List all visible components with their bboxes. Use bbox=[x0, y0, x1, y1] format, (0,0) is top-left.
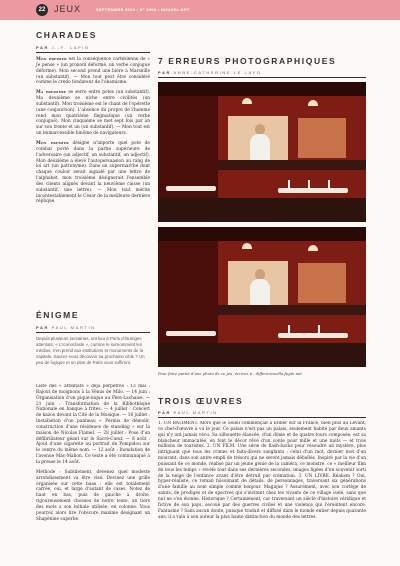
page-header bbox=[0, 0, 400, 20]
byline-prefix: PAR bbox=[158, 410, 171, 415]
charade-1-lead: Mon premier bbox=[36, 57, 67, 62]
byline-author: ANNE-CATHERINE LE LAYO bbox=[173, 70, 262, 75]
byline-prefix: PAR bbox=[158, 70, 171, 75]
byline-author: PAUL MARTIN bbox=[173, 410, 218, 415]
photos-title: 7 ERREURS PHOTOGRAPHIQUES bbox=[158, 56, 337, 66]
page-number: 22 bbox=[36, 4, 48, 16]
oeuvres-body: 1. UN BÂTIMENT. Alors que le Soleil commençait à briller sur la France, bien plus au Levant, ce chef-d'œuvre a vu le jour. Ce palais n'est pas un palais, seulement habité par deux amants qui n'y ont jamais vécu. Sa silhouette élancée, d'un dôme et de quatre tours composée, est sa blancheur immaculée, en font le décor rêvé d'un conte pour mille et une nuits — et trois millions de touristes. 2. UN FILM. Une série de flash-backs pour résoudre un mystère, plus intriguant que tous les crimes et faits-divers sanglants : celui d'un mot, dernier mot d'un mourant, dans son antre emplí de trésors qui ne seront jamais déballés. Inspiré par la vie d'un puissant de ce monde, réalisé par un jeune génie de la caméra, ce monstre, ce « meilleur film de tous les temps » révèle tout dans ses dernières secondes, images figées d'un souvenir sorti de la neige de l'enfance avant d'être détruit par crémation. 3. UN LIVRE. Réalism ? Oui, hyper-réaliste, ce roman foisonnant de détails, de personnages, traversant six générations d'une famille au nom simple comme bonjour. Magique ? Assurément, avec son cortège de saints, de prodiges et de spectres qui s'invitent chez les vivants de ce village isolé, sans que nul ne s'en étonne. Historique ? Certainement, car traversant un siècle d'histoire véridique et fictive de son pays, secoué par des guerres civiles et une violence qui l'éreintent encore. Fantasme ? Sans aucun doute, puisque traduit et diffusé dans le monde entier depuis quarante ans, il a valu à son auteur la plus haute distinction du monde des lettres. bbox=[158, 421, 366, 520]
oeuvres-byline bbox=[158, 410, 218, 415]
charades-byline bbox=[36, 45, 90, 50]
issue-date: SEPTEMBRE 2013 • N° 2800 • NOUVEL ART bbox=[96, 7, 190, 12]
photo-original bbox=[158, 82, 366, 222]
enigme-method: Méthode : Subtilement, devenez quel modeste arrondissement va être visé. Devinez une grille organisée sur cette base : elle est totalement carrée, oui, et large d'autant de cases. Notez de haut en bas, puis de gauche à droite, rigoureusement choisies de notre texte, un tiers des mots a son initiale utilisée, en colonne. Vous pourrez alors lire l'obscure maxime désignant un Shapénine superbe. bbox=[36, 469, 150, 522]
charade-1-text: est la conséquence cartésienne de « Je pense » (un pronom déformé, un verbe conjugué déformé). Mon second prend une bière à Marseille (un substantif). — Mon tout peut être considéré comme le credo fondateur de l'obamisme. bbox=[36, 57, 150, 86]
charade-2-lead: Ma première bbox=[36, 90, 67, 96]
section-name: JEUX bbox=[54, 4, 82, 14]
byline-author: PAUL MARTIN bbox=[51, 325, 96, 330]
photos-rule bbox=[158, 77, 366, 78]
photos-byline bbox=[158, 70, 261, 75]
photo-modified bbox=[158, 227, 366, 367]
byline-prefix: PAR bbox=[36, 45, 49, 50]
enigme-title: ÉNIGME bbox=[36, 310, 80, 320]
charades-body bbox=[36, 57, 150, 302]
enigme-byline bbox=[36, 325, 96, 330]
charades-title: CHARADES bbox=[36, 30, 97, 40]
enigme-body bbox=[36, 384, 150, 560]
oeuvres-rule bbox=[158, 417, 366, 418]
enigme-rule bbox=[36, 332, 150, 333]
charade-2-text: se serre entre potes (un substantif). Ma deuxième se niche entre civilités (un substantif). Mon troisième est le chant de l'opérette (une conjonction). L'absence du propre de l'homme rend mon quatrième flegmatique (un verbe conjugué). Mon cinquième se met sept fois par an sur son trente et un (un substantif). — Mon tout est un immarcessible binôme de navigateurs. bbox=[36, 90, 151, 137]
byline-prefix: PAR bbox=[36, 325, 49, 330]
byline-author: J.-F. LAPIN bbox=[51, 45, 90, 50]
oeuvres-title: TROIS ŒUVRES bbox=[158, 396, 244, 406]
enigme-list: Liste des « attentats » déjà perpétrés : 13 mai : Rajout de moignons à la Vénus de Milo. — 14 juin : Organisation d'un pique-nique au Père-Lachaise. — 21 juin : Transformation de la Bibliothèque Nationale en banque à frites. — 4 juillet : Concert de kazoo devant la Cité de la Musique. — 16 juillet : Installation d'un panneau « Permis de démolir, construction d'une résidence de standing » sur la maison de Nicolas Flamel. — 28 juillet : Pose d'un défibrillateur géant sur le Sacré-Cœur. — 8 août : Ajout d'une cigarette au portrait de Pompidou sur le centre du même nom. — 12 août : Inondation de l'avenue Mac-Mahon. Ce texte a été communiqué à la presse le 14 août. bbox=[36, 384, 150, 465]
charade-3-text: désigne n'importe quel pote de combat porté dans la partie supérieure de l'adversaire (un adjectif, un substantif, un adjectif). Mon deuxième a élevé l'autopersuasion au rang de loi art (un patronyme). Dans un supermarché dont chaque couloir serait signalé par une lettre de l'alphabet, mon troisième désignerait l'ensemble des clients alignés devant la neuvième caisse (un substantif, une lettre). — Mon tout mérite incontestablement le César de la meilleure dernière réplique. bbox=[36, 140, 150, 205]
charade-3-lead: Mon premier bbox=[36, 140, 69, 146]
charade-3 bbox=[36, 141, 150, 205]
enigme-intro: Depuis plusieurs semaines, ont lieu à Paris d'étranges attentats, « L'Iconoclaste », comme le surnomment les médias, s'en prend aux institutions et monuments de la capitale. Saurez-vous découvrir sa prochaine cible ? Un peu de logique et un plan de Paris vous suffiront. bbox=[36, 336, 145, 365]
charade-1 bbox=[36, 57, 150, 86]
charade-2 bbox=[36, 90, 150, 137]
charades-rule bbox=[36, 52, 150, 53]
photo-caption: Pour faire partie d'une photo de ce jeu, écrivez à : differencevilla.fugin.net bbox=[158, 371, 302, 376]
